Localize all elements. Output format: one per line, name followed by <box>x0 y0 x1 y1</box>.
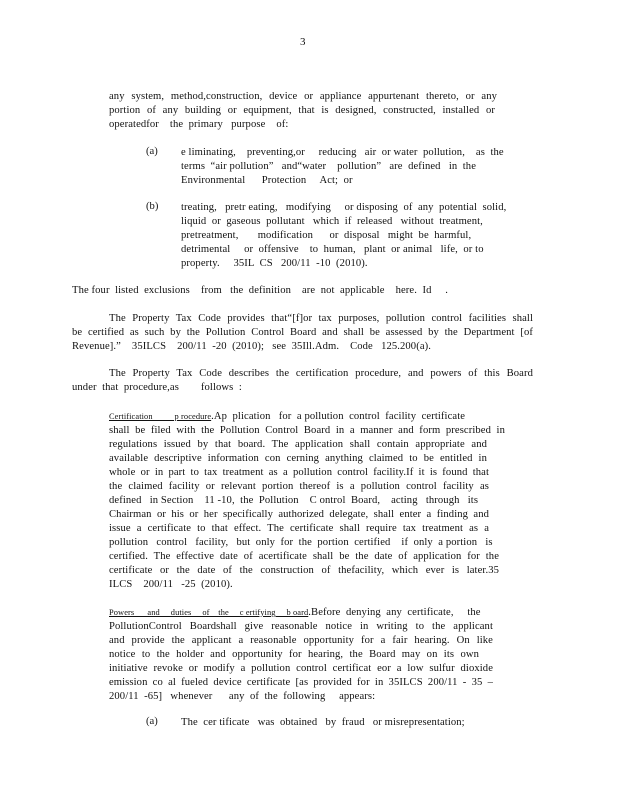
text-line: emission co al fueled device certificate [as provided for in 35ILCS 200/11 - 35 – <box>109 677 493 688</box>
list-label: (a) <box>146 146 158 157</box>
section-heading <box>109 606 481 619</box>
text-line: terms “air pollution” and“water pollution” are defined in the <box>181 161 477 172</box>
text-line: The Property Tax Code describes the certification procedure, and powers of this Board <box>109 368 533 379</box>
text-line: whole or in part to tax treatment as a pollution control facility.If it is found that <box>109 467 489 478</box>
text-line: operatedfor the primary purpose of: <box>109 119 289 130</box>
text-line: The cer tificate was obtained by fraud or misrepresentation; <box>181 717 465 728</box>
text-line: pretreatment, modification or disposal might be harmful, <box>181 230 472 241</box>
text-line: the claimed facility or relevant portion thereof is a pollution control facility as <box>109 481 489 492</box>
text-line: defined in Section 11 -10, the Pollution C ontrol Board, acting through its <box>109 495 479 506</box>
text-line: portion of any building or equipment, that is designed, constructed, installed or <box>109 105 495 116</box>
section-heading <box>109 410 465 423</box>
text-line: Environmental Protection Act; or <box>181 175 353 186</box>
list-label: (b) <box>146 201 159 212</box>
text-line: pollution control facility, but only for the portion certified if only a portion is <box>109 537 493 548</box>
text-line: notice to the holder and opportunity for hearing, the Board may on its own <box>109 649 479 660</box>
text-line: and provide the applicant a reasonable opportunity for a fair hearing. On like <box>109 635 493 646</box>
text-line: initiative revoke or modify a pollution control certificat eor a low sulfur dioxide <box>109 663 493 674</box>
heading-certification-procedure: Certification p rocedure <box>109 412 212 421</box>
text-line: shall be filed with the Pollution Control Board in a manner and form prescribed in <box>109 425 505 436</box>
text-line: any system, method,construction, device or appliance appurtenant thereto, or any <box>109 91 497 102</box>
text-line: detrimental or offensive to human, plant or animal life, or to <box>181 244 484 255</box>
text-line: under that procedure,as follows : <box>72 382 242 393</box>
text-line: Chairman or his or her specifically authorized delegate, shall enter a finding and <box>109 509 489 520</box>
text-line: .Ap plication for a pollution control facility certificate <box>211 411 466 422</box>
text-line: e liminating, preventing,or reducing air or water pollution, as the <box>181 147 504 158</box>
text-line: available descriptive information con cerning anything claimed to be entitled in <box>109 453 487 464</box>
text-line: .Before denying any certificate, the <box>308 607 481 618</box>
list-label: (a) <box>146 716 158 727</box>
text-line: issue a certificate to that effect. The certificate shall require tax treatment as a <box>109 523 489 534</box>
text-line: certified. The effective date of acertificate shall be the date of application for the <box>109 551 499 562</box>
text-line: PollutionControl Boardshall give reasonable notice in writing to the applicant <box>109 621 493 632</box>
text-line: The Property Tax Code provides that“[f]or tax purposes, pollution control facilities shall <box>109 313 533 324</box>
text-line: ILCS 200/11 -25 (2010). <box>109 579 233 590</box>
text-line: regulations issued by that board. The application shall contain appropriate and <box>109 439 487 450</box>
text-line: Revenue].” 35ILCS 200/11 -20 (2010); see 35Ill.Adm. Code 125.200(a). <box>72 341 432 352</box>
text-line: The four listed exclusions from the definition are not applicable here. Id . <box>72 285 448 296</box>
text-line: property. 35IL CS 200/11 -10 (2010). <box>181 258 368 269</box>
text-line: be certified as such by the Pollution Control Board and shall be assessed by the Department [of <box>72 327 533 338</box>
text-line: 200/11 -65] whenever any of the following appears: <box>109 691 376 702</box>
page-number: 3 <box>300 36 306 48</box>
heading-powers-and-duties: Powers and duties of the c ertifying b oard <box>109 608 309 617</box>
text-line: liquid or gaseous pollutant which if released without treatment, <box>181 216 483 227</box>
text-line: certificate or the date of the construction of thefacility, which ever is later.35 <box>109 565 499 576</box>
text-line: treating, pretr eating, modifying or disposing of any potential solid, <box>181 202 507 213</box>
